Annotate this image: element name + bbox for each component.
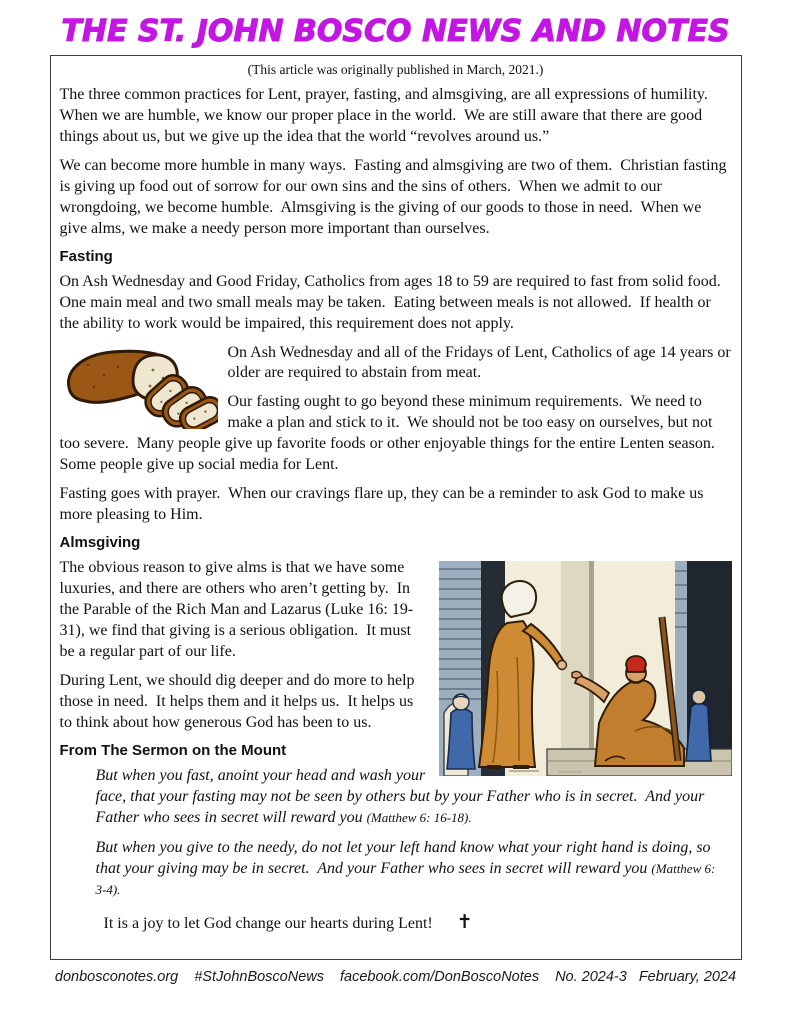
fasting-heading: Fasting (59, 247, 113, 265)
fasting-paragraph-1: On Ash Wednesday and Good Friday, Catholics from ages 18 to 59 are required to fast from solid food. One main meal and two small meals may be taken. Eating between meals is not allowed. If health or the ability to work would be impaired, this requirement does not apply. (59, 272, 729, 332)
quote-text-2: But when you give to the needy, do not let your left hand know what your right hand is doing, so that your giving may be in secret. And your Father who sees in secret will reward you (95, 838, 715, 877)
sermon-quote-2 (96, 838, 728, 901)
footer-hashtag: #StJohnBoscoNews (194, 969, 324, 985)
original-publication-note: (This article was originally published in March, 2021.) (247, 62, 544, 77)
bread-loaf-illustration (60, 345, 218, 429)
intro-paragraph-1: The three common practices for Lent, prayer, fasting, and almsgiving, are all expressions of humility. When we are humble, we know our proper place in the world. We are still aware that there are good things about us, but we give up the idea that the world “revolves around us.” (59, 86, 716, 145)
intro-paragraph-2: We can become more humble in many ways. Fasting and almsgiving are two of them. Christian fasting is giving up food out of sorrow for our own sins and the sins of others. When we admit to our wrongdoing, we become humble. Almsgiving is the giving of our goods to those in need. When we give alms, we make a needy person more important than ourselves. (59, 156, 731, 237)
fasting-paragraph-2: On Ash Wednesday and all of the Fridays of Lent, Catholics of age 14 years or older are required to abstain from meat. (227, 343, 735, 382)
scripture-reference-2: (Matthew 6: 3-4). (95, 860, 719, 897)
bread-image (60, 345, 218, 429)
almsgiving-scene-illustration (439, 561, 732, 776)
footer (0, 969, 791, 985)
footer-date: February, 2024 (638, 969, 737, 985)
fasting-paragraph-4: Fasting goes with prayer. When our cravings flare up, they can be a reminder to ask God to make us more pleasing to Him. (59, 485, 708, 524)
cross-icon: ✝ (456, 910, 473, 933)
footer-issue-number: No. 2024-3 (555, 969, 627, 985)
fasting-paragraph-3: Our fasting ought to go beyond these minimum requirements. We need to make a plan and stick to it. We should not be too easy on ourselves, but not too severe. Many people give up favorite foods or other enjoyable things for the entire Lenten season. Some people give up social media for Lent. (59, 393, 723, 474)
article-box (50, 55, 742, 960)
almsgiving-paragraph-2: During Lent, we should dig deeper and do more to help those in need. It helps them and it helps us. It helps us to think about how generous God has been to us. (59, 671, 419, 731)
footer-facebook: facebook.com/DonBoscoNotes (340, 969, 540, 985)
almsgiving-heading: Almsgiving (59, 534, 141, 552)
almsgiving-paragraph-1: The obvious reason to give alms is that we have some luxuries, and there are others who aren’t getting by. In the Parable of the Rich Man and Lazarus (Luke 16: 19-31), we find that giving is a serious obligation. It must be a regular part of our life. (59, 559, 416, 660)
almsgiving-image (439, 561, 732, 776)
footer-website: donbosconotes.org (54, 969, 179, 985)
scripture-reference-1: (Matthew 6: 16-18). (366, 809, 472, 825)
closing-line (104, 910, 732, 935)
sermon-heading: From The Sermon on the Mount (59, 741, 287, 759)
newsletter-title: THE ST. JOHN BOSCO NEWS AND NOTES (61, 14, 730, 49)
quote-text-1: But when you fast, anoint your head and wash your face, that your fasting may not be seen by others but by your Father who is in secret. And your Father who sees in secret will reward you (95, 766, 709, 826)
closing-text: It is a joy to let God change our hearts during Lent! (103, 914, 433, 932)
